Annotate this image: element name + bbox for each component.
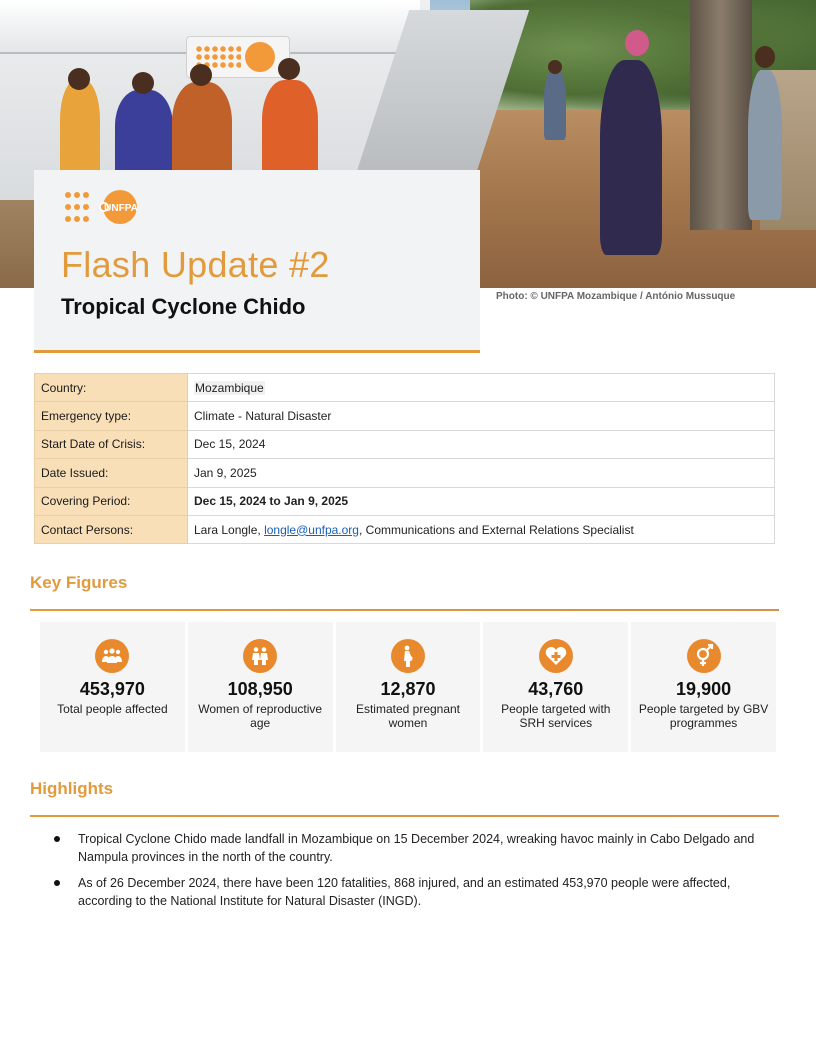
key-figures-panel xyxy=(40,622,776,752)
contact-name: Lara Longle, xyxy=(194,522,265,537)
info-row-date-issued xyxy=(35,459,775,487)
contact-role: , Communications and External Relations Specialist xyxy=(358,522,634,537)
highlights-list xyxy=(54,830,764,918)
list-item xyxy=(54,830,764,866)
info-table xyxy=(34,373,775,544)
info-value: Climate - Natural Disaster xyxy=(188,402,775,430)
info-label: Covering Period: xyxy=(35,487,188,515)
bullet-icon xyxy=(54,880,60,886)
title-card xyxy=(34,170,480,353)
photo-person-head xyxy=(68,68,90,90)
key-figure-label: People targeted by GBV programmes xyxy=(638,702,769,730)
key-figures-heading: Key Figures xyxy=(30,573,128,592)
list-item xyxy=(54,874,764,910)
info-label: Contact Persons: xyxy=(35,515,188,543)
info-value: Jan 9, 2025 xyxy=(188,459,775,487)
photo-person-head xyxy=(625,30,649,56)
key-figure-card xyxy=(631,622,776,752)
key-figure-card xyxy=(40,622,185,752)
gender-symbol-icon xyxy=(687,639,721,673)
photo-credit: Photo: © UNFPA Mozambique / António Mussuque xyxy=(496,291,736,302)
photo-person xyxy=(262,80,318,180)
info-value: Dec 15, 2024 to Jan 9, 2025 xyxy=(188,487,775,515)
photo-tree-trunk xyxy=(690,0,752,230)
info-label: Date Issued: xyxy=(35,459,188,487)
key-figure-number: 12,870 xyxy=(380,679,436,699)
photo-person-head xyxy=(190,64,212,86)
heart-plus-icon xyxy=(539,639,573,673)
page-title: Flash Update #2 xyxy=(61,244,330,285)
highlights-rule xyxy=(30,815,779,817)
info-row-start-date xyxy=(35,430,775,458)
key-figure-card xyxy=(188,622,333,752)
contact-email-link[interactable]: longle@unfpa.org xyxy=(264,522,359,537)
key-figure-card xyxy=(483,622,628,752)
photo-person xyxy=(544,70,566,140)
highlight-text: As of 26 December 2024, there have been 120 fatalities, 868 injured, and an estimated 453,970 people were affected, according to the National Institute for Natural Disaster (INGD). xyxy=(78,876,731,908)
photo-person-head xyxy=(548,60,562,74)
key-figure-label: Women of reproductive age xyxy=(198,702,323,730)
photo-person xyxy=(60,80,100,180)
info-value: Dec 15, 2024 xyxy=(188,430,775,458)
country-value: Mozambique xyxy=(195,380,264,395)
info-row-contact-persons xyxy=(35,515,775,543)
photo-person xyxy=(600,60,662,255)
photo-person xyxy=(172,82,232,182)
people-group-icon xyxy=(95,639,129,673)
info-label: Start Date of Crisis: xyxy=(35,430,188,458)
info-label: Country: xyxy=(35,374,188,402)
photo-person-head xyxy=(132,72,154,94)
info-value xyxy=(188,374,775,402)
key-figure-label: Total people affected xyxy=(57,702,168,716)
info-row-emergency-type xyxy=(35,402,775,430)
key-figure-number: 43,760 xyxy=(528,679,584,699)
key-figure-label: Estimated pregnant women xyxy=(355,702,461,730)
logo-text: UNFPA xyxy=(104,203,138,214)
info-value xyxy=(188,515,775,543)
photo-person xyxy=(115,90,173,180)
key-figure-card xyxy=(336,622,481,752)
pregnant-woman-icon xyxy=(391,639,425,673)
key-figures-rule xyxy=(30,609,779,611)
info-label: Emergency type: xyxy=(35,402,188,430)
key-figure-number: 453,970 xyxy=(79,679,145,699)
info-row-covering-period xyxy=(35,487,775,515)
info-row-country xyxy=(35,374,775,402)
highlight-text: Tropical Cyclone Chido made landfall in Mozambique on 15 December 2024, wreaking havoc mainly in Cabo Delgado and Nampula provinces in the north of the country. xyxy=(78,832,755,864)
page-subtitle: Tropical Cyclone Chido xyxy=(61,294,306,319)
key-figure-number: 19,900 xyxy=(676,679,732,699)
key-figure-label: People targeted with SRH services xyxy=(501,702,611,730)
bullet-icon xyxy=(54,836,60,842)
photo-person-head xyxy=(755,46,775,68)
key-figure-number: 108,950 xyxy=(227,679,293,699)
unfpa-logo xyxy=(64,190,144,224)
highlights-heading: Highlights xyxy=(30,779,114,798)
women-icon xyxy=(243,639,277,673)
photo-person xyxy=(748,70,782,220)
photo-person-head xyxy=(278,58,300,80)
